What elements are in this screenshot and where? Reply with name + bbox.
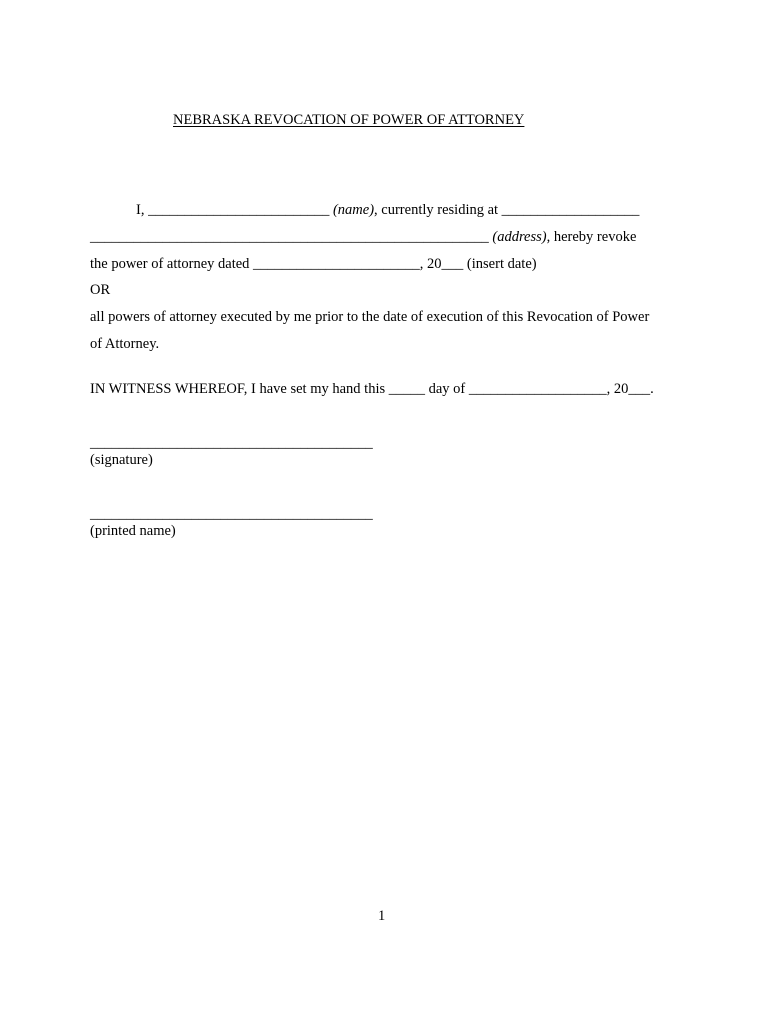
revoke-text: , hereby revoke (546, 229, 637, 245)
document-title: NEBRASKA REVOCATION OF POWER OF ATTORNEY (173, 112, 525, 128)
witness-line: IN WITNESS WHEREOF, I have set my hand this _____ day of ___________________, 20___. (90, 381, 654, 397)
name-hint: (name) (332, 202, 375, 218)
name-blank-text: I, _________________________ (136, 202, 333, 218)
printed-name-blank: _______________________________________ (90, 506, 373, 522)
or-line: OR (90, 282, 111, 298)
date-line: the power of attorney dated _______________________, 20___ (insert date) (90, 256, 537, 272)
signature-blank: _______________________________________ (90, 435, 373, 451)
name-residence-line (136, 201, 639, 219)
page-number: 1 (378, 908, 386, 924)
address-blank-text: _______________________________________________________ (90, 229, 493, 245)
signature-label: (signature) (90, 452, 153, 468)
residence-blank-text: , currently residing at ___________________ (374, 202, 640, 218)
printed-name-label: (printed name) (90, 523, 176, 539)
all-powers-line: all powers of attorney executed by me prior to the date of execution of this Revocation of Power (90, 309, 650, 325)
address-line (90, 228, 636, 246)
address-hint: (address) (492, 229, 547, 245)
all-powers-line-cont: of Attorney. (90, 336, 160, 352)
